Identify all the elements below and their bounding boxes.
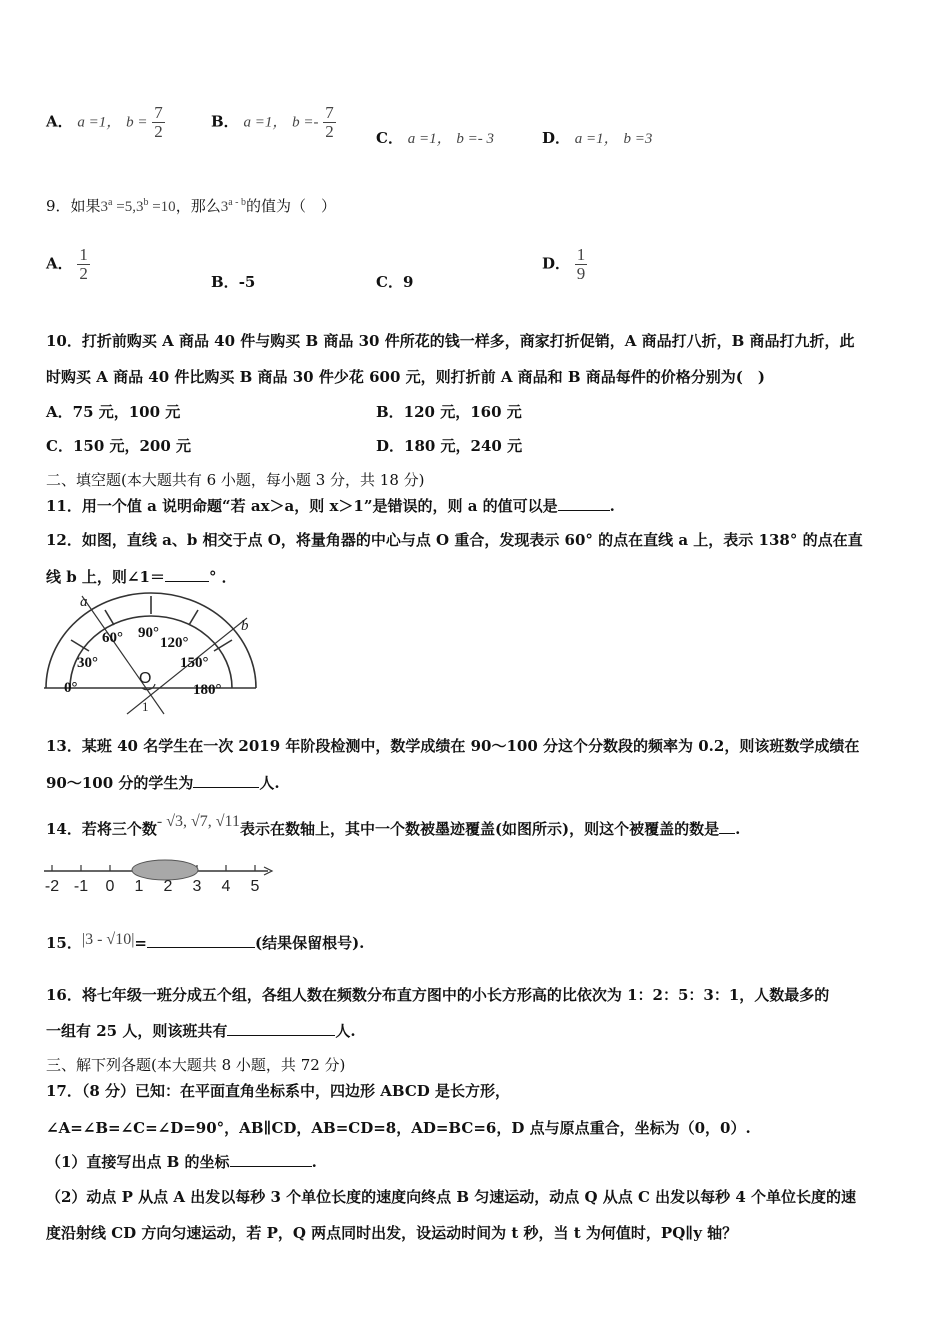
q9-lead: 9．如果 <box>46 197 101 215</box>
answer-blank[interactable] <box>147 933 255 948</box>
fraction: $\frac{7}{2}$ <box>325 103 334 141</box>
option-a-value: a =1， <box>243 114 288 131</box>
q9-expression: 3$^{a - b}$ <box>220 197 246 215</box>
option-a-value: a =1， <box>407 131 452 147</box>
degree-label: 180° <box>193 682 222 698</box>
axis-label: 5 <box>250 878 260 895</box>
option-b-value: b = <box>126 114 148 131</box>
axis-label: 2 <box>163 878 173 895</box>
option-label: D． <box>542 254 571 273</box>
answer-blank[interactable] <box>165 567 209 582</box>
q9-option-c: C．9 <box>376 273 414 291</box>
option-label: C． <box>376 129 403 147</box>
q14-numbers: - √3, √7, √11 <box>156 813 240 830</box>
q10-option-c: C．150 元，200 元 <box>46 437 192 455</box>
section-3-heading: 三、解下列各题(本大题共 8 小题，共 72 分) <box>46 1056 346 1074</box>
protractor-figure <box>42 590 272 715</box>
answer-blank[interactable] <box>227 1021 335 1036</box>
axis-label: 3 <box>192 878 202 895</box>
center-o-label: O <box>139 670 152 687</box>
q11: 11．用一个值 a 说明命题“若 ax＞a，则 x＞1”是错误的，则 a 的值可以是 . <box>46 497 615 515</box>
answer-blank[interactable] <box>558 496 610 511</box>
q14-stem: 14．若将三个数- √3, √7, √11表示在数轴上，其中一个数被墨迹覆盖(如图所示)，则这个被覆盖的数是 . <box>46 813 741 838</box>
axis-label: -1 <box>73 878 89 895</box>
degree-label: 0° <box>64 680 78 696</box>
q10-option-b: B．120 元，160 元 <box>376 403 522 421</box>
q9-mid: ，那么 <box>175 197 221 215</box>
q17-line1: 17．（8 分）已知：在平面直角坐标系中，四边形 ABCD 是长方形， <box>46 1082 511 1100</box>
number-line-figure <box>42 855 277 895</box>
answer-blank[interactable] <box>719 819 735 834</box>
option-label: A． <box>46 112 73 131</box>
q10-line1: 10．打折前购买 A 商品 40 件与购买 B 商品 30 件所花的钱一样多，商家打折促销，A 商品打八折，B 商品打九折，此 <box>46 332 855 350</box>
q13-line2: 90～100 分的学生为 人. <box>46 774 280 792</box>
fraction: $\frac{7}{2}$ <box>154 103 163 141</box>
q12-line1: 12．如图，直线 a、b 相交于点 O，将量角器的中心与点 O 重合，发现表示 60° 的点在直线 a 上，表示 138° 的点在直 <box>46 531 863 549</box>
option-b-value: b =- <box>292 114 319 131</box>
q12-line2: 线 b 上，则∠1＝ ° ． <box>46 568 237 586</box>
q8-option-c <box>376 127 494 148</box>
q9-option-d <box>542 246 587 283</box>
q13-line1: 13．某班 40 名学生在一次 2019 年阶段检测中，数学成绩在 90～100 分这个分数段的频率为 0.2，则该班数学成绩在 <box>46 737 860 755</box>
q10-option-a: A．75 元，100 元 <box>46 403 181 421</box>
axis-label: 0 <box>105 878 115 895</box>
answer-blank[interactable] <box>230 1152 312 1167</box>
q9-option-a <box>46 246 90 283</box>
option-b-value: b =- 3 <box>456 131 495 147</box>
q15: 15．|3 - √10|= (结果保留根号). <box>46 931 365 952</box>
angle-1-label: 1 <box>142 699 149 714</box>
axis-label: 1 <box>134 878 144 895</box>
degree-label: 30° <box>77 655 98 671</box>
q16-line1: 16．将七年级一班分成五个组，各组人数在频数分布直方图中的小长方形高的比依次为 1：2：5：3：1，人数最多的 <box>46 986 830 1004</box>
option-a-value: a =1， <box>77 114 122 131</box>
option-b-value: b =3 <box>623 131 653 147</box>
degree-label: 90° <box>138 625 159 641</box>
axis-label: -2 <box>44 878 60 895</box>
q9-condition: $3^a =5,3^b =10$ <box>100 197 176 215</box>
q8-option-d <box>542 127 652 148</box>
q10-option-d: D．180 元，240 元 <box>376 437 523 455</box>
answer-blank[interactable] <box>193 773 259 788</box>
option-label: A． <box>46 254 73 273</box>
axis-label: 4 <box>221 878 231 895</box>
q10-line2: 时购买 A 商品 40 件比购买 B 商品 30 件少花 600 元，则打折前 A 商品和 B 商品每件的价格分别为( ) <box>46 368 766 386</box>
q16-line2: 一组有 25 人，则该班共有 人. <box>46 1022 356 1040</box>
q17-line2: ∠A=∠B=∠C=∠D=90°，AB∥CD，AB=CD=8，AD=BC=6，D 点与原点重合，坐标为（0，0）. <box>46 1119 751 1137</box>
line-a-label: a <box>80 594 88 610</box>
ink-blot <box>132 860 198 880</box>
q8-option-b <box>211 104 336 141</box>
degree-label: 60° <box>102 630 123 646</box>
fraction: $\frac{1}{9}$ <box>576 245 586 283</box>
q15-expression: |3 - √10| <box>81 931 135 948</box>
option-a-value: a =1， <box>574 131 619 147</box>
q17-part2-line2: 度沿射线 CD 方向匀速运动，若 P，Q 两点同时出发，设运动时间为 t 秒，当 t 为何值时，PQ∥y 轴？ <box>46 1224 738 1242</box>
option-label: D． <box>542 129 571 147</box>
q8-option-a <box>46 104 165 141</box>
degree-label: 120° <box>160 635 189 651</box>
degree-label: 150° <box>180 655 209 671</box>
q9-tail: 的值为（ ） <box>245 197 336 215</box>
fraction: $\frac{1}{2}$ <box>79 245 88 283</box>
line-b-label: b <box>241 618 249 634</box>
q9-stem <box>46 195 336 216</box>
q9-option-b: B．-5 <box>211 273 256 291</box>
q17-part2-line1: （2）动点 P 从点 A 出发以每秒 3 个单位长度的速度向终点 B 匀速运动，动点 Q 从点 C 出发以每秒 4 个单位长度的速 <box>46 1188 857 1206</box>
q17-part1: （1）直接写出点 B 的坐标 . <box>46 1153 317 1171</box>
section-2-heading: 二、填空题(本大题共有 6 小题，每小题 3 分，共 18 分) <box>46 471 425 489</box>
option-label: B． <box>211 112 239 131</box>
